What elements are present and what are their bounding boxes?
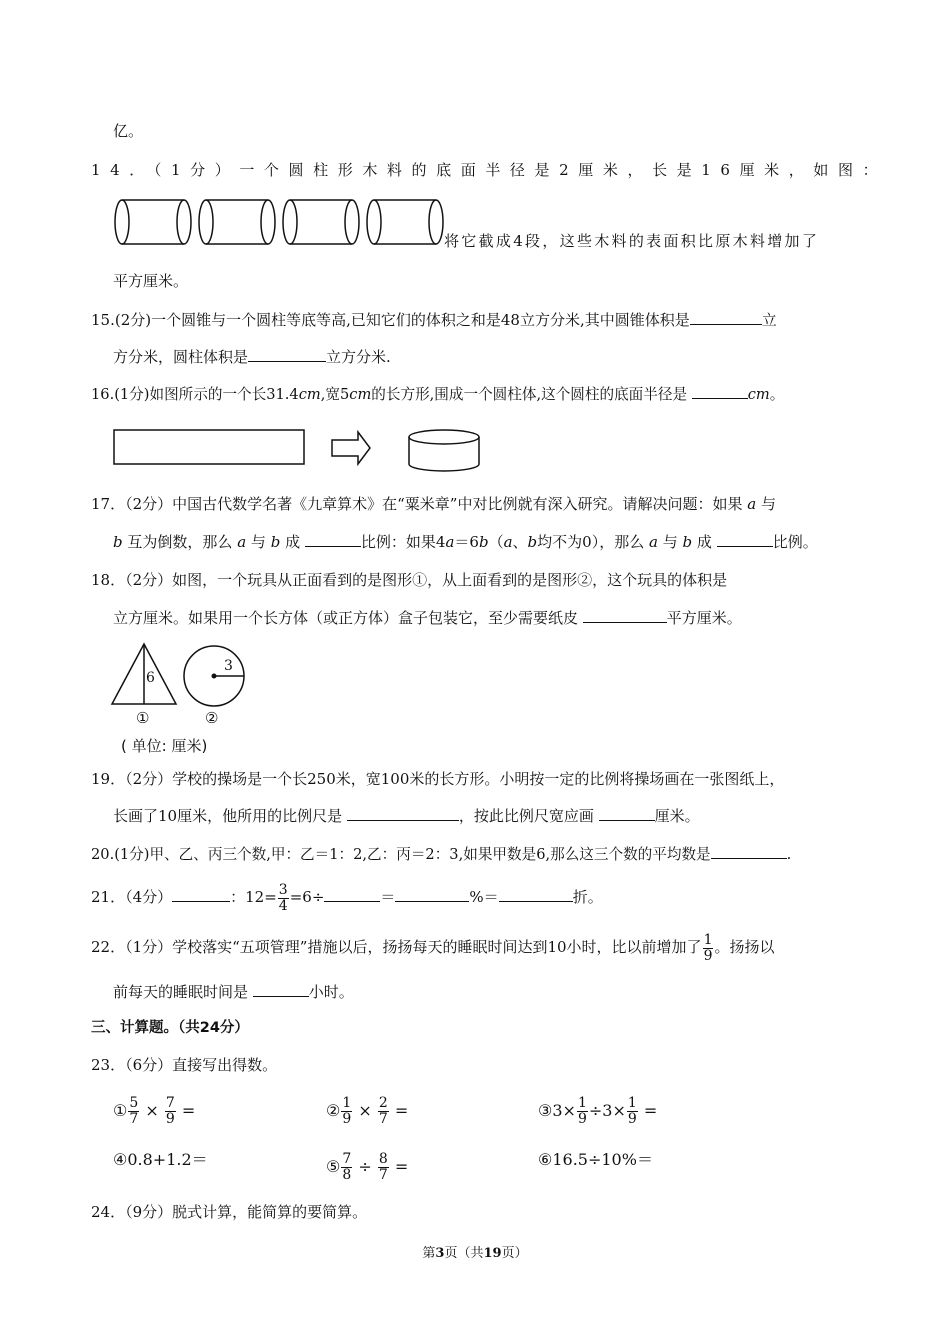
q14-cylinders-figure bbox=[112, 198, 442, 248]
q17-line2 bbox=[113, 531, 818, 553]
q17-var-a2: a bbox=[237, 533, 247, 551]
footer-text: 页（共 bbox=[444, 1246, 484, 1261]
q23-1-frac-a bbox=[128, 1096, 139, 1127]
q19-blank2[interactable] bbox=[599, 805, 655, 821]
q16-cm-3: cm bbox=[747, 386, 770, 403]
q23-3-frac-a bbox=[577, 1096, 588, 1127]
q15-text2a: 方分米，圆柱体积是 bbox=[113, 348, 249, 366]
expr: 0.8+1.2＝ bbox=[127, 1150, 208, 1169]
q21-start: 21．（4分） bbox=[91, 888, 173, 906]
frac-den: 9 bbox=[342, 1111, 352, 1127]
q21-p2: =6÷ bbox=[289, 888, 325, 906]
cylinder-4 bbox=[367, 200, 443, 244]
q17-text2d: ＝6 bbox=[454, 533, 479, 551]
q16-figure bbox=[112, 428, 492, 476]
cylinder-2 bbox=[199, 200, 275, 244]
q23-1-frac-b bbox=[165, 1096, 176, 1127]
footer-page-number: 3 bbox=[435, 1246, 445, 1261]
operator: × bbox=[145, 1101, 159, 1120]
frac-num: 7 bbox=[342, 1151, 352, 1167]
q17-var-b5: b bbox=[682, 533, 693, 551]
q17-cheng2: 成 bbox=[696, 533, 712, 551]
q16-cm-2: cm bbox=[349, 386, 372, 403]
q19-text2b: ，按此比例尺宽应画 bbox=[458, 807, 594, 825]
q15-blank-cone[interactable] bbox=[690, 309, 762, 325]
circle-figure bbox=[184, 646, 244, 706]
rectangle-shape bbox=[114, 430, 304, 464]
cylinder-shape bbox=[409, 430, 479, 471]
q15-line1 bbox=[91, 309, 777, 331]
q23-item-1 bbox=[113, 1096, 195, 1127]
frac-den: 8 bbox=[342, 1167, 352, 1183]
q15-text2b: 立方分米. bbox=[326, 348, 391, 366]
q17-text2f: 、 bbox=[512, 533, 528, 551]
q14-intro: 14．（1分）一个圆柱形木料的底面半径是2厘米，长是16厘米，如图： bbox=[91, 161, 888, 179]
operator: × bbox=[358, 1101, 372, 1120]
q17-yu1: 与 bbox=[761, 495, 777, 513]
q15-line2 bbox=[113, 346, 391, 368]
q15-text1: 15.(2分)一个圆锥与一个圆柱等底等高,已知它们的体积之和是48立方分米,其中圆锥体积是 bbox=[91, 311, 690, 329]
q16-part1: 16.(1分)如图所示的一个长31.4 bbox=[91, 386, 299, 403]
cylinder-3 bbox=[283, 200, 359, 244]
q20-end: . bbox=[786, 846, 792, 863]
equals: = bbox=[181, 1101, 196, 1120]
q18-text2b: 平方厘米。 bbox=[666, 609, 742, 627]
q18-text2a: 立方厘米。如果用一个长方体（或正方体）盒子包装它，至少需要纸皮 bbox=[113, 609, 579, 627]
q17-yu3: 与 bbox=[662, 533, 678, 551]
arrow-icon bbox=[332, 432, 370, 464]
operator: ÷ bbox=[358, 1157, 372, 1176]
q18-label-2: ② bbox=[205, 709, 219, 727]
q18-line1: 18．（2分）如图，一个玩具从正面看到的是图形①，从上面看到的是图形②，这个玩具的体积是 bbox=[91, 571, 728, 589]
q17-blank1[interactable] bbox=[305, 531, 361, 547]
q22-line2 bbox=[113, 981, 354, 1003]
q18-line2 bbox=[113, 607, 742, 629]
triangle-height-label: 6 bbox=[146, 670, 155, 686]
q22-line1 bbox=[91, 929, 775, 965]
q14-unit: 平方厘米。 bbox=[113, 272, 189, 290]
q23-2-frac-a bbox=[341, 1096, 352, 1127]
page-footer bbox=[0, 1243, 950, 1265]
q23-5-frac-b bbox=[378, 1152, 389, 1183]
equals: = bbox=[643, 1101, 658, 1120]
frac-num: 5 bbox=[129, 1095, 139, 1111]
q20-blank[interactable] bbox=[711, 843, 787, 859]
q17-yu2: 与 bbox=[250, 533, 266, 551]
q22-den: 9 bbox=[703, 947, 713, 964]
q23-mark-6: ⑥ bbox=[538, 1150, 553, 1169]
q17-var-a1: a bbox=[747, 495, 757, 513]
q23-item-5 bbox=[326, 1152, 408, 1183]
expr-part: ÷3× bbox=[588, 1101, 626, 1120]
q16-blank[interactable] bbox=[692, 383, 748, 399]
frac-den: 9 bbox=[627, 1111, 637, 1127]
footer-total-pages: 19 bbox=[483, 1246, 502, 1261]
q19-text2c: 厘米。 bbox=[654, 807, 700, 825]
frac-num: 1 bbox=[342, 1095, 352, 1111]
q16-end: 。 bbox=[769, 386, 785, 403]
q23-item-2 bbox=[326, 1096, 408, 1127]
q15-text1-end: 立 bbox=[761, 311, 777, 329]
q22-text2b: 小时。 bbox=[308, 983, 354, 1001]
q23-mark-2: ② bbox=[326, 1101, 341, 1120]
q17-var-b3: b bbox=[478, 533, 489, 551]
circle-radius-label: 3 bbox=[224, 658, 233, 674]
q22-text1-end: 。扬扬以 bbox=[714, 938, 775, 956]
q20-line bbox=[91, 843, 791, 866]
frac-num: 2 bbox=[378, 1095, 388, 1111]
frac-den: 9 bbox=[165, 1111, 175, 1127]
q22-text1: 22．（1分）学校落实“五项管理”措施以后，扬扬每天的睡眠时间达到10小时，比以前增加了 bbox=[91, 938, 702, 956]
q21-den: 4 bbox=[278, 897, 288, 914]
triangle-figure bbox=[112, 644, 176, 704]
q21-line bbox=[91, 879, 603, 915]
q22-fraction bbox=[703, 933, 714, 964]
q17-var-b1: b bbox=[113, 533, 123, 551]
equals: = bbox=[394, 1157, 409, 1176]
footer-text: 页） bbox=[501, 1246, 528, 1261]
q21-blank2[interactable] bbox=[324, 886, 380, 902]
q23-mark-5: ⑤ bbox=[326, 1157, 341, 1176]
frac-num: 8 bbox=[378, 1151, 388, 1167]
q21-p4: %＝ bbox=[469, 888, 499, 906]
frac-num: 1 bbox=[627, 1095, 637, 1111]
q17-var-b2: b bbox=[270, 533, 281, 551]
q19-line2 bbox=[113, 805, 700, 827]
q23-mark-1: ① bbox=[113, 1101, 128, 1120]
q17-text2b: 成 bbox=[285, 533, 301, 551]
footer-text: 第 bbox=[422, 1246, 436, 1261]
q19-text2a: 长画了10厘米，他所用的比例尺是 bbox=[113, 807, 343, 825]
q21-fraction bbox=[278, 883, 289, 914]
q23-mark-4: ④ bbox=[113, 1150, 128, 1169]
expr-part: 3× bbox=[552, 1101, 576, 1120]
q21-p3: ＝ bbox=[380, 888, 396, 906]
q17-var-a4: a bbox=[503, 533, 513, 551]
q23-item-6 bbox=[538, 1147, 653, 1173]
q18-unit-note: ( 单位: 厘米) bbox=[121, 737, 208, 755]
expr: 16.5÷10%＝ bbox=[552, 1150, 653, 1169]
q17-text2a: 互为倒数，那么 bbox=[127, 533, 233, 551]
q17-text2e: （ bbox=[488, 533, 504, 551]
q21-blank3[interactable] bbox=[395, 886, 469, 902]
frac-den: 7 bbox=[378, 1167, 388, 1183]
q14-after-figure: 将它截成4段，这些木料的表面积比原木料增加了 bbox=[444, 232, 820, 250]
q23-3-frac-b bbox=[627, 1096, 638, 1127]
q16-cm-1: cm bbox=[298, 386, 321, 403]
q17-var-b4: b bbox=[527, 533, 538, 551]
q21-p5: 折。 bbox=[572, 888, 603, 906]
q18-figures bbox=[110, 640, 260, 708]
q23-title: 23．（6分）直接写出得数。 bbox=[91, 1056, 278, 1074]
q22-num: 1 bbox=[703, 931, 713, 948]
q21-p1: ：12= bbox=[230, 888, 277, 906]
frac-den: 7 bbox=[378, 1111, 388, 1127]
cylinder-1 bbox=[115, 200, 191, 244]
q23-2-frac-b bbox=[378, 1096, 389, 1127]
q15-blank-cylinder[interactable] bbox=[248, 346, 326, 362]
q22-text2a: 前每天的睡眠时间是 bbox=[113, 983, 249, 1001]
q17-text2h: 比例。 bbox=[772, 533, 818, 551]
frac-num: 1 bbox=[577, 1095, 587, 1111]
q16-part3: 的长方形,围成一个圆柱体,这个圆柱的底面半径是 bbox=[371, 386, 688, 403]
q18-label-1: ① bbox=[136, 709, 150, 727]
q23-5-frac-a bbox=[341, 1152, 352, 1183]
q21-blank4[interactable] bbox=[499, 886, 573, 902]
q19-blank1[interactable] bbox=[347, 805, 459, 821]
equals: = bbox=[394, 1101, 409, 1120]
q21-num: 3 bbox=[278, 881, 288, 898]
q17-blank2[interactable] bbox=[717, 531, 773, 547]
q23-mark-3: ③ bbox=[538, 1101, 553, 1120]
q17-text2c: 比例：如果4 bbox=[360, 533, 446, 551]
q17-text1: 17．（2分）中国古代数学名著《九章算术》在“粟米章”中对比例就有深入研究。请解决问题：如果 bbox=[91, 495, 743, 513]
q17-var-a3: a bbox=[445, 533, 455, 551]
q16-line bbox=[91, 383, 784, 406]
frac-den: 9 bbox=[577, 1111, 587, 1127]
q23-item-4 bbox=[113, 1147, 208, 1173]
q17-line1 bbox=[91, 493, 776, 515]
q23-item-3 bbox=[538, 1096, 657, 1127]
q19-line1: 19．（2分）学校的操场是一个长250米，宽100米的长方形。小明按一定的比例将操场画在一张图纸上， bbox=[91, 770, 785, 788]
q16-part2: ,宽5 bbox=[320, 386, 350, 403]
q21-blank1[interactable] bbox=[172, 886, 230, 902]
q18-blank[interactable] bbox=[583, 607, 667, 623]
q17-text2g: 均不为0），那么 bbox=[537, 533, 645, 551]
q13-tail: 亿。 bbox=[113, 122, 144, 140]
q17-var-a5: a bbox=[648, 533, 658, 551]
section-3-heading: 三、计算题。（共24分） bbox=[91, 1020, 249, 1036]
frac-den: 7 bbox=[129, 1111, 139, 1127]
q24-title: 24．（9分）脱式计算，能简算的要简算。 bbox=[91, 1203, 368, 1221]
frac-num: 7 bbox=[165, 1095, 175, 1111]
q20-text: 20.(1分)甲、乙、丙三个数,甲：乙＝1：2,乙：丙＝2：3,如果甲数是6,那么这三个数的平均数是 bbox=[91, 846, 711, 863]
q22-blank[interactable] bbox=[253, 981, 309, 997]
